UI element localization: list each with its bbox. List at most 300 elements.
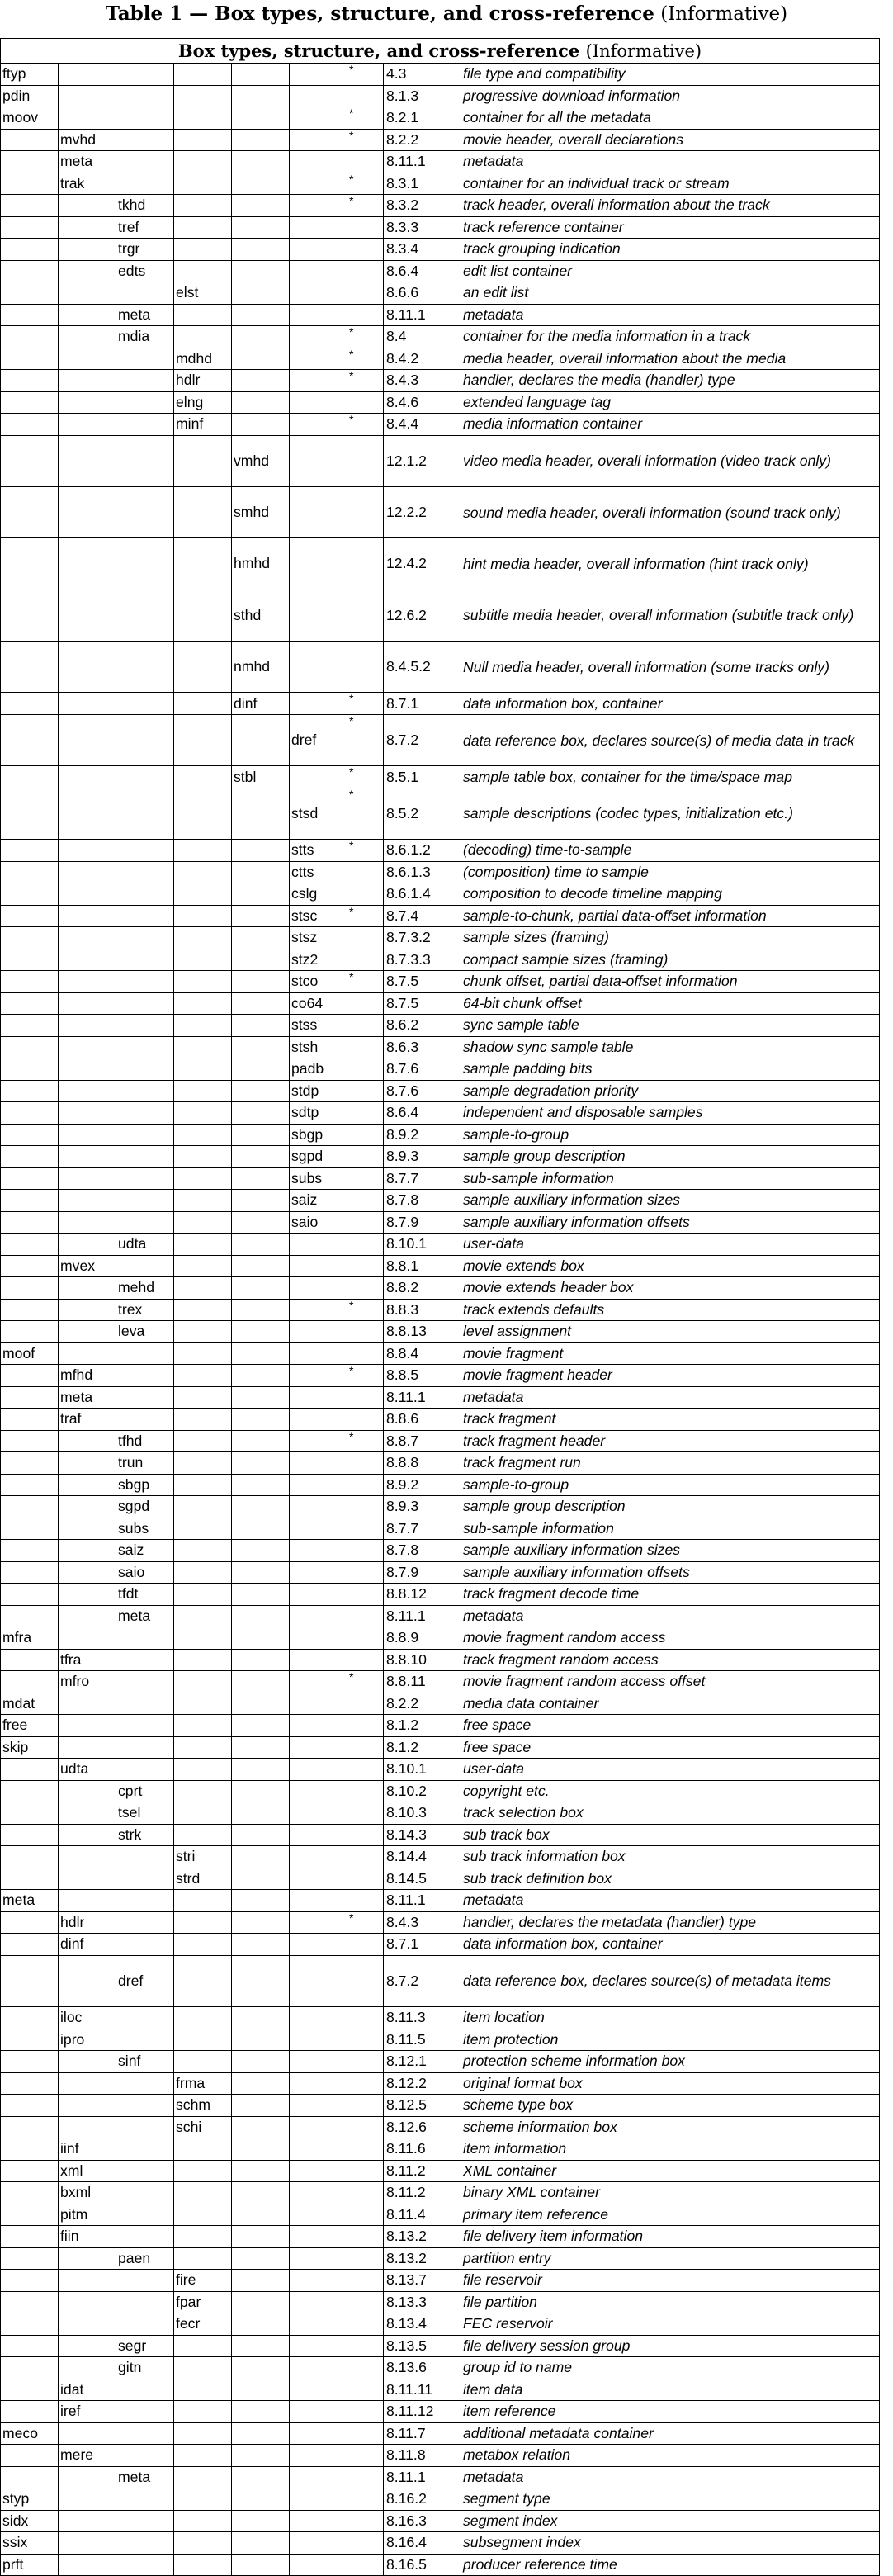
empty-level-cell	[290, 2335, 347, 2357]
empty-level-cell	[290, 151, 347, 173]
empty-level-cell	[59, 2313, 116, 2336]
empty-level-cell	[174, 1409, 232, 1431]
empty-level-cell	[174, 1036, 232, 1058]
box-type-cell: mere	[59, 2445, 116, 2467]
empty-level-cell	[1, 693, 59, 715]
mandatory-marker-cell	[347, 1780, 384, 1802]
empty-level-cell	[59, 714, 116, 765]
table-row	[1, 2247, 880, 2270]
table-caption-main: Box types, structure, and cross-reference	[177, 40, 580, 61]
description-cell: data information box, container	[461, 693, 880, 715]
description-cell: sample auxiliary information offsets	[461, 1211, 880, 1234]
box-type-cell: tref	[116, 216, 174, 239]
box-type-cell: mehd	[116, 1277, 174, 1300]
box-type-cell: dinf	[59, 1934, 116, 1956]
mandatory-marker-cell	[347, 391, 384, 414]
box-type-cell: saiz	[290, 1190, 347, 1212]
empty-level-cell	[232, 1540, 290, 1562]
empty-level-cell	[174, 1759, 232, 1781]
empty-level-cell	[290, 2204, 347, 2226]
empty-level-cell	[290, 1868, 347, 1890]
empty-level-cell	[116, 861, 174, 883]
empty-level-cell	[174, 1365, 232, 1387]
description-cell: protection scheme information box	[461, 2051, 880, 2073]
empty-level-cell	[116, 2488, 174, 2511]
description-cell: track grouping indication	[461, 239, 880, 261]
mandatory-marker-cell: *	[347, 971, 384, 993]
empty-level-cell	[116, 2095, 174, 2117]
mandatory-marker-cell	[347, 992, 384, 1015]
section-ref-cell: 8.3.1	[384, 173, 461, 195]
mandatory-marker-cell	[347, 151, 384, 173]
empty-level-cell	[174, 304, 232, 326]
section-ref-cell: 8.6.3	[384, 1036, 461, 1058]
section-ref-cell: 8.6.4	[384, 1102, 461, 1125]
box-type-cell: mvhd	[59, 129, 116, 151]
table-row	[1, 1277, 880, 1300]
empty-level-cell	[290, 1386, 347, 1409]
empty-level-cell	[290, 2182, 347, 2204]
section-ref-cell: 8.13.2	[384, 2247, 461, 2270]
empty-level-cell	[59, 2051, 116, 2073]
box-type-cell: stsd	[290, 788, 347, 839]
empty-level-cell	[59, 1802, 116, 1825]
description-cell: data reference box, declares source(s) of metadata items	[461, 1955, 880, 2006]
empty-level-cell	[174, 195, 232, 217]
empty-level-cell	[1, 348, 59, 370]
box-type-cell: sinf	[116, 2051, 174, 2073]
box-type-cell: sdtp	[290, 1102, 347, 1125]
box-type-cell: stbl	[232, 766, 290, 788]
empty-level-cell	[59, 1234, 116, 1256]
description-cell: movie fragment	[461, 1342, 880, 1365]
empty-level-cell	[59, 905, 116, 927]
empty-level-cell	[232, 840, 290, 862]
table-row	[1, 538, 880, 590]
empty-level-cell	[1, 927, 59, 949]
table-row	[1, 1802, 880, 1825]
description-cell: item location	[461, 2007, 880, 2029]
empty-level-cell	[290, 2466, 347, 2488]
empty-level-cell	[116, 1365, 174, 1387]
section-ref-cell: 8.7.1	[384, 1934, 461, 1956]
empty-level-cell	[59, 2554, 116, 2576]
empty-level-cell	[1, 1277, 59, 1300]
empty-level-cell	[232, 1299, 290, 1321]
empty-level-cell	[59, 1015, 116, 1037]
mandatory-marker-cell	[347, 216, 384, 239]
empty-level-cell	[1, 1124, 59, 1146]
section-ref-cell: 8.11.1	[384, 151, 461, 173]
mandatory-marker-cell	[347, 1627, 384, 1650]
table-row	[1, 2160, 880, 2182]
empty-level-cell	[232, 714, 290, 765]
box-type-cell: stss	[290, 1015, 347, 1037]
empty-level-cell	[290, 1715, 347, 1737]
description-cell: container for the media information in a track	[461, 326, 880, 348]
description-cell: sample group description	[461, 1146, 880, 1168]
box-type-cell: padb	[290, 1058, 347, 1081]
mandatory-marker-cell	[347, 1868, 384, 1890]
empty-level-cell	[1, 2335, 59, 2357]
empty-level-cell	[1, 2029, 59, 2051]
section-ref-cell: 8.7.3.3	[384, 949, 461, 971]
empty-level-cell	[174, 1211, 232, 1234]
empty-level-cell	[116, 64, 174, 86]
empty-level-cell	[232, 992, 290, 1015]
section-ref-cell: 8.2.2	[384, 129, 461, 151]
mandatory-marker-cell: *	[347, 348, 384, 370]
empty-level-cell	[232, 2007, 290, 2029]
empty-level-cell	[1, 883, 59, 906]
box-type-cell: trgr	[116, 239, 174, 261]
box-type-cell: trex	[116, 1299, 174, 1321]
section-ref-cell: 4.3	[384, 64, 461, 86]
description-cell: extended language tag	[461, 391, 880, 414]
table-row	[1, 1736, 880, 1759]
table-row	[1, 2554, 880, 2576]
box-type-cell: stri	[174, 1846, 232, 1868]
mandatory-marker-cell	[347, 1561, 384, 1584]
table-row	[1, 2204, 880, 2226]
section-ref-cell: 8.10.2	[384, 1780, 461, 1802]
empty-level-cell	[59, 1277, 116, 1300]
section-ref-cell: 12.2.2	[384, 486, 461, 537]
empty-level-cell	[232, 1715, 290, 1737]
table-row	[1, 370, 880, 392]
table-row	[1, 64, 880, 86]
box-type-cell: meco	[1, 2422, 59, 2445]
empty-level-cell	[174, 1671, 232, 1693]
description-cell: media information container	[461, 414, 880, 436]
section-ref-cell: 8.1.2	[384, 1715, 461, 1737]
mandatory-marker-cell	[347, 1540, 384, 1562]
empty-level-cell	[232, 2379, 290, 2401]
section-ref-cell: 8.7.1	[384, 693, 461, 715]
empty-level-cell	[290, 642, 347, 693]
empty-level-cell	[1, 2466, 59, 2488]
empty-level-cell	[116, 348, 174, 370]
box-type-cell: stsz	[290, 927, 347, 949]
empty-level-cell	[116, 85, 174, 107]
description-cell: movie fragment header	[461, 1365, 880, 1387]
section-ref-cell: 8.13.3	[384, 2291, 461, 2313]
empty-level-cell	[116, 971, 174, 993]
empty-level-cell	[174, 971, 232, 993]
table-row	[1, 1255, 880, 1277]
mandatory-marker-cell	[347, 1321, 384, 1343]
mandatory-marker-cell	[347, 1496, 384, 1518]
table-row	[1, 840, 880, 862]
box-type-cell: stz2	[290, 949, 347, 971]
description-cell: file delivery session group	[461, 2335, 880, 2357]
empty-level-cell	[232, 1693, 290, 1715]
empty-level-cell	[1, 1671, 59, 1693]
table-row	[1, 1124, 880, 1146]
mandatory-marker-cell	[347, 2007, 384, 2029]
table-row	[1, 693, 880, 715]
box-type-cell: moov	[1, 107, 59, 130]
empty-level-cell	[232, 2226, 290, 2248]
section-ref-cell: 8.4.2	[384, 348, 461, 370]
table-row	[1, 129, 880, 151]
section-ref-cell: 8.1.2	[384, 1736, 461, 1759]
empty-level-cell	[59, 282, 116, 305]
empty-level-cell	[59, 2072, 116, 2095]
empty-level-cell	[59, 260, 116, 282]
section-ref-cell: 8.7.2	[384, 1955, 461, 2006]
table-row	[1, 173, 880, 195]
description-cell: Null media header, overall information (some tracks only)	[461, 642, 880, 693]
table-row	[1, 435, 880, 486]
section-ref-cell: 8.13.2	[384, 2226, 461, 2248]
empty-level-cell	[59, 1627, 116, 1650]
box-type-cell: co64	[290, 992, 347, 1015]
empty-level-cell	[1, 260, 59, 282]
empty-level-cell	[232, 883, 290, 906]
description-cell: sample-to-group	[461, 1124, 880, 1146]
empty-level-cell	[59, 1080, 116, 1102]
table-row	[1, 1080, 880, 1102]
empty-level-cell	[1, 1474, 59, 1496]
box-type-cell: schi	[174, 2116, 232, 2138]
table-row	[1, 1496, 880, 1518]
table-title-note: (Informative)	[660, 3, 788, 25]
box-type-cell: stco	[290, 971, 347, 993]
description-cell: track reference container	[461, 216, 880, 239]
box-type-cell: free	[1, 1715, 59, 1737]
section-ref-cell: 8.11.2	[384, 2182, 461, 2204]
description-cell: scheme type box	[461, 2095, 880, 2117]
empty-level-cell	[290, 1846, 347, 1868]
empty-level-cell	[232, 1584, 290, 1606]
empty-level-cell	[174, 2007, 232, 2029]
empty-level-cell	[116, 766, 174, 788]
table-row	[1, 1824, 880, 1846]
empty-level-cell	[59, 2357, 116, 2379]
description-cell: group id to name	[461, 2357, 880, 2379]
mandatory-marker-cell	[347, 1955, 384, 2006]
description-cell: free space	[461, 1736, 880, 1759]
description-cell: chunk offset, partial data-offset information	[461, 971, 880, 993]
empty-level-cell	[59, 1474, 116, 1496]
empty-level-cell	[290, 1518, 347, 1540]
empty-level-cell	[116, 2510, 174, 2532]
table-row	[1, 1299, 880, 1321]
section-ref-cell: 8.11.1	[384, 1386, 461, 1409]
description-cell: 64-bit chunk offset	[461, 992, 880, 1015]
empty-level-cell	[174, 2466, 232, 2488]
table-row	[1, 304, 880, 326]
description-cell: an edit list	[461, 282, 880, 305]
empty-level-cell	[1, 435, 59, 486]
empty-level-cell	[116, 642, 174, 693]
description-cell: sample padding bits	[461, 1058, 880, 1081]
empty-level-cell	[59, 216, 116, 239]
empty-level-cell	[232, 282, 290, 305]
empty-level-cell	[232, 1955, 290, 2006]
empty-level-cell	[59, 538, 116, 590]
empty-level-cell	[174, 1561, 232, 1584]
empty-level-cell	[1, 1386, 59, 1409]
empty-level-cell	[290, 2138, 347, 2161]
empty-level-cell	[290, 2291, 347, 2313]
description-cell: track selection box	[461, 1802, 880, 1825]
empty-level-cell	[174, 2488, 232, 2511]
empty-level-cell	[59, 861, 116, 883]
mandatory-marker-cell	[347, 1190, 384, 1212]
empty-level-cell	[290, 195, 347, 217]
empty-level-cell	[174, 642, 232, 693]
empty-level-cell	[232, 1234, 290, 1256]
box-type-cell: fiin	[59, 2226, 116, 2248]
empty-level-cell	[1, 590, 59, 641]
description-cell: hint media header, overall information (hint track only)	[461, 538, 880, 590]
empty-level-cell	[59, 927, 116, 949]
description-cell: level assignment	[461, 1321, 880, 1343]
empty-level-cell	[174, 992, 232, 1015]
section-ref-cell: 8.9.2	[384, 1124, 461, 1146]
empty-level-cell	[1, 2095, 59, 2117]
mandatory-marker-cell	[347, 1146, 384, 1168]
empty-level-cell	[59, 414, 116, 436]
description-cell: item data	[461, 2379, 880, 2401]
table-row	[1, 2270, 880, 2292]
description-cell: sample group description	[461, 1496, 880, 1518]
section-ref-cell: 8.8.5	[384, 1365, 461, 1387]
empty-level-cell	[1, 1955, 59, 2006]
empty-level-cell	[174, 1824, 232, 1846]
empty-level-cell	[59, 304, 116, 326]
empty-level-cell	[116, 1934, 174, 1956]
empty-level-cell	[1, 2204, 59, 2226]
empty-level-cell	[174, 2335, 232, 2357]
section-ref-cell: 8.9.3	[384, 1496, 461, 1518]
description-cell: movie extends header box	[461, 1277, 880, 1300]
empty-level-cell	[1, 1452, 59, 1475]
box-type-cell: stdp	[290, 1080, 347, 1102]
empty-level-cell	[1, 2160, 59, 2182]
description-cell: metadata	[461, 151, 880, 173]
empty-level-cell	[1, 840, 59, 862]
empty-level-cell	[1, 1234, 59, 1256]
description-cell: (decoding) time-to-sample	[461, 840, 880, 862]
empty-level-cell	[232, 1671, 290, 1693]
empty-level-cell	[116, 788, 174, 839]
empty-level-cell	[290, 216, 347, 239]
section-ref-cell: 8.11.11	[384, 2379, 461, 2401]
mandatory-marker-cell	[347, 1102, 384, 1125]
empty-level-cell	[116, 2029, 174, 2051]
box-types-table	[0, 38, 880, 2576]
empty-level-cell	[232, 239, 290, 261]
empty-level-cell	[59, 1890, 116, 1912]
table-row	[1, 1386, 880, 1409]
mandatory-marker-cell	[347, 1015, 384, 1037]
empty-level-cell	[290, 2095, 347, 2117]
empty-level-cell	[116, 1146, 174, 1168]
empty-level-cell	[232, 2291, 290, 2313]
description-cell: movie header, overall declarations	[461, 129, 880, 151]
empty-level-cell	[59, 1146, 116, 1168]
box-type-cell: fpar	[174, 2291, 232, 2313]
empty-level-cell	[232, 1518, 290, 1540]
description-cell: file partition	[461, 2291, 880, 2313]
table-row	[1, 348, 880, 370]
description-cell: sub-sample information	[461, 1518, 880, 1540]
table-row	[1, 2226, 880, 2248]
table-row	[1, 1190, 880, 1212]
empty-level-cell	[116, 1342, 174, 1365]
section-ref-cell: 8.7.5	[384, 971, 461, 993]
mandatory-marker-cell	[347, 2226, 384, 2248]
section-ref-cell: 8.7.6	[384, 1058, 461, 1081]
empty-level-cell	[232, 391, 290, 414]
table-row	[1, 1649, 880, 1671]
empty-level-cell	[232, 2357, 290, 2379]
empty-level-cell	[1, 414, 59, 436]
empty-level-cell	[174, 486, 232, 537]
empty-level-cell	[232, 1824, 290, 1846]
section-ref-cell: 8.6.2	[384, 1015, 461, 1037]
empty-level-cell	[174, 2182, 232, 2204]
mandatory-marker-cell	[347, 2029, 384, 2051]
empty-level-cell	[290, 107, 347, 130]
empty-level-cell	[1, 2247, 59, 2270]
empty-level-cell	[116, 2554, 174, 2576]
section-ref-cell: 8.9.3	[384, 1146, 461, 1168]
empty-level-cell	[290, 1955, 347, 2006]
description-cell: user-data	[461, 1234, 880, 1256]
empty-level-cell	[59, 1736, 116, 1759]
empty-level-cell	[174, 1015, 232, 1037]
empty-level-cell	[232, 1627, 290, 1650]
box-type-cell: stsh	[290, 1036, 347, 1058]
empty-level-cell	[290, 1627, 347, 1650]
box-type-cell: dinf	[232, 693, 290, 715]
box-type-cell: ipro	[59, 2029, 116, 2051]
empty-level-cell	[290, 486, 347, 537]
box-type-cell: meta	[1, 1890, 59, 1912]
section-ref-cell: 8.10.1	[384, 1234, 461, 1256]
empty-level-cell	[116, 2007, 174, 2029]
section-ref-cell: 8.8.7	[384, 1430, 461, 1452]
empty-level-cell	[290, 1802, 347, 1825]
description-cell: sample sizes (framing)	[461, 927, 880, 949]
table-row	[1, 1452, 880, 1475]
empty-level-cell	[116, 129, 174, 151]
empty-level-cell	[290, 2313, 347, 2336]
empty-level-cell	[1, 151, 59, 173]
description-cell: sample degradation priority	[461, 1080, 880, 1102]
section-ref-cell: 8.4.3	[384, 370, 461, 392]
empty-level-cell	[174, 129, 232, 151]
empty-level-cell	[116, 2072, 174, 2095]
section-ref-cell: 8.8.9	[384, 1627, 461, 1650]
mandatory-marker-cell	[347, 2138, 384, 2161]
empty-level-cell	[116, 1167, 174, 1190]
box-type-cell: mdat	[1, 1693, 59, 1715]
table-row	[1, 2138, 880, 2161]
table-row	[1, 1955, 880, 2006]
empty-level-cell	[59, 85, 116, 107]
description-cell: track header, overall information about the track	[461, 195, 880, 217]
empty-level-cell	[59, 2510, 116, 2532]
section-ref-cell: 8.3.2	[384, 195, 461, 217]
empty-level-cell	[232, 1452, 290, 1475]
section-ref-cell: 12.4.2	[384, 538, 461, 590]
empty-level-cell	[59, 766, 116, 788]
